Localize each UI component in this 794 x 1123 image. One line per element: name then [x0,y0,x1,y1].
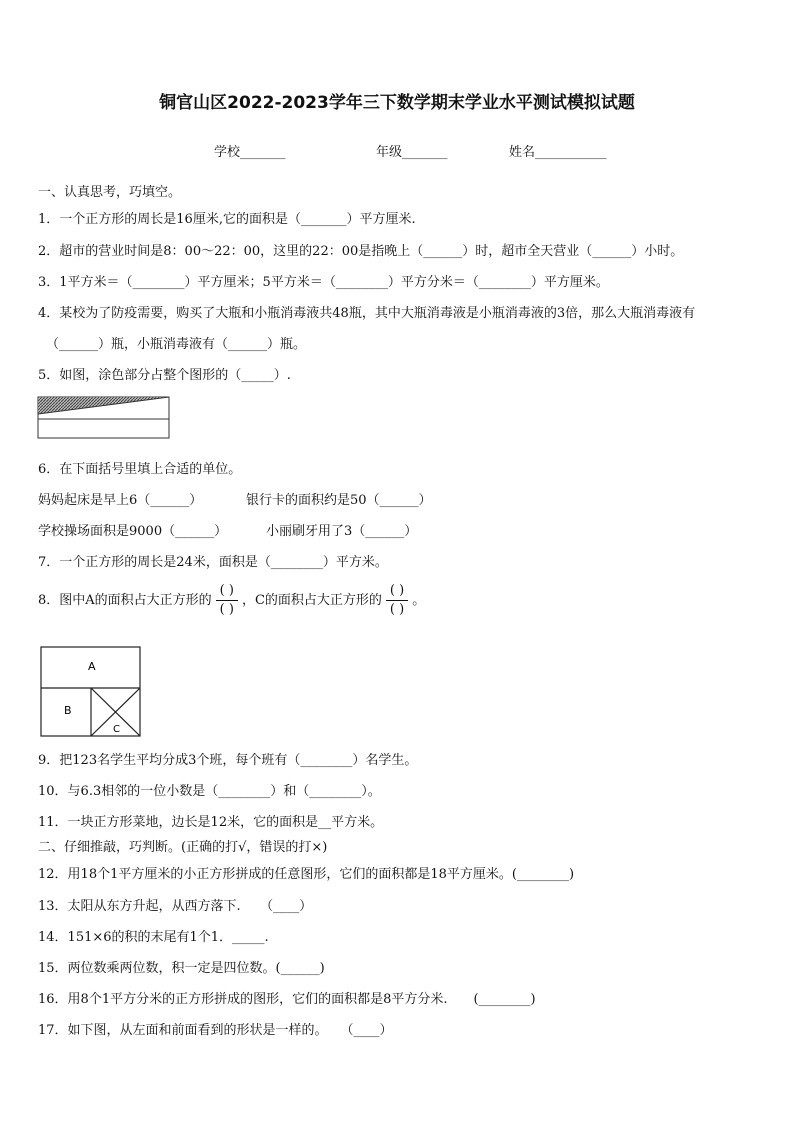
question-5-figure [37,396,171,440]
question-6: 6．在下面括号里填上合适的单位。 [38,462,242,477]
question-16: 16．用8个1平方分米的正方形拼成的图形，它们的面积都是8平方分米. (________) [38,992,536,1007]
label-a: A [88,660,96,673]
section-2-heading: 二、仔细推敲，巧判断。(正确的打√，错误的打×) [38,840,328,855]
question-10: 10．与6.3相邻的一位小数是（________）和（________）。 [38,784,381,799]
question-9: 9．把123名学生平均分成3个班，每个班有（________）名学生。 [38,753,418,768]
fraction-c-numerator: ( ) [386,582,408,601]
question-17: 17．如下图，从左面和前面看到的形状是一样的。 （____） [38,1023,393,1038]
question-13: 13．太阳从东方升起，从西方落下. （____） [38,899,313,914]
question-8-text-2: ，C的面积占大正方形的 [241,593,382,608]
fraction-a-numerator: ( ) [216,582,238,601]
page-title: 铜官山区2022-2023学年三下数学期末学业水平测试模拟试题 [159,93,635,113]
question-8-text-3: 。 [412,593,426,608]
question-5: 5．如图，涂色部分占整个图形的（_____）. [38,368,291,383]
fraction-a [216,582,238,619]
question-7: 7．一个正方形的周长是24米，面积是（________）平方米。 [38,555,388,570]
question-6-item-d: 小丽刷牙用了3（______） [266,524,418,539]
question-11: 11．一块正方形菜地，边长是12米，它的面积是__平方米。 [38,815,384,830]
section-1-heading: 一、认真思考，巧填空。 [38,185,182,200]
question-12: 12．用18个1平方厘米的小正方形拼成的任意图形，它们的面积都是18平方厘米。(________) [38,867,575,882]
name-field: 姓名___________ [509,145,607,160]
fraction-c [386,582,408,619]
label-b: B [64,704,72,717]
question-8-text-1: 8．图中A的面积占大正方形的 [38,593,212,608]
fraction-c-denominator: ( ) [389,602,405,617]
question-15: 15．两位数乘两位数，积一定是四位数。(______) [38,961,325,976]
question-6-item-a: 妈妈起床是早上6（______） [38,493,203,508]
grade-field: 年级_______ [376,145,448,160]
question-4-line-1: 4．某校为了防疫需要，购买了大瓶和小瓶消毒液共48瓶，其中大瓶消毒液是小瓶消毒液的3倍，那么大瓶消毒液有 [38,306,696,321]
question-8 [38,582,425,619]
question-4-line-2: （______）瓶，小瓶消毒液有（______）瓶。 [46,337,307,352]
question-2: 2．超市的营业时间是8：00～22：00，这里的22：00是指晚上（______）时，超市全天营业（______）小时。 [38,244,684,259]
question-14: 14．151×6的积的末尾有1个1．_____. [38,930,269,945]
question-3: 3．1平方米＝（________）平方厘米；5平方米＝（________）平方分米＝（________）平方厘米。 [38,275,609,290]
label-c: C [113,724,120,735]
question-8-figure [40,646,142,738]
question-1: 1．一个正方形的周长是16厘米,它的面积是（_______）平方厘米. [38,212,416,227]
question-6-item-c: 学校操场面积是9000（______） [38,524,228,539]
fraction-a-denominator: ( ) [219,602,234,617]
question-6-item-b: 银行卡的面积约是50（______） [246,493,432,508]
school-field: 学校_______ [214,145,286,160]
